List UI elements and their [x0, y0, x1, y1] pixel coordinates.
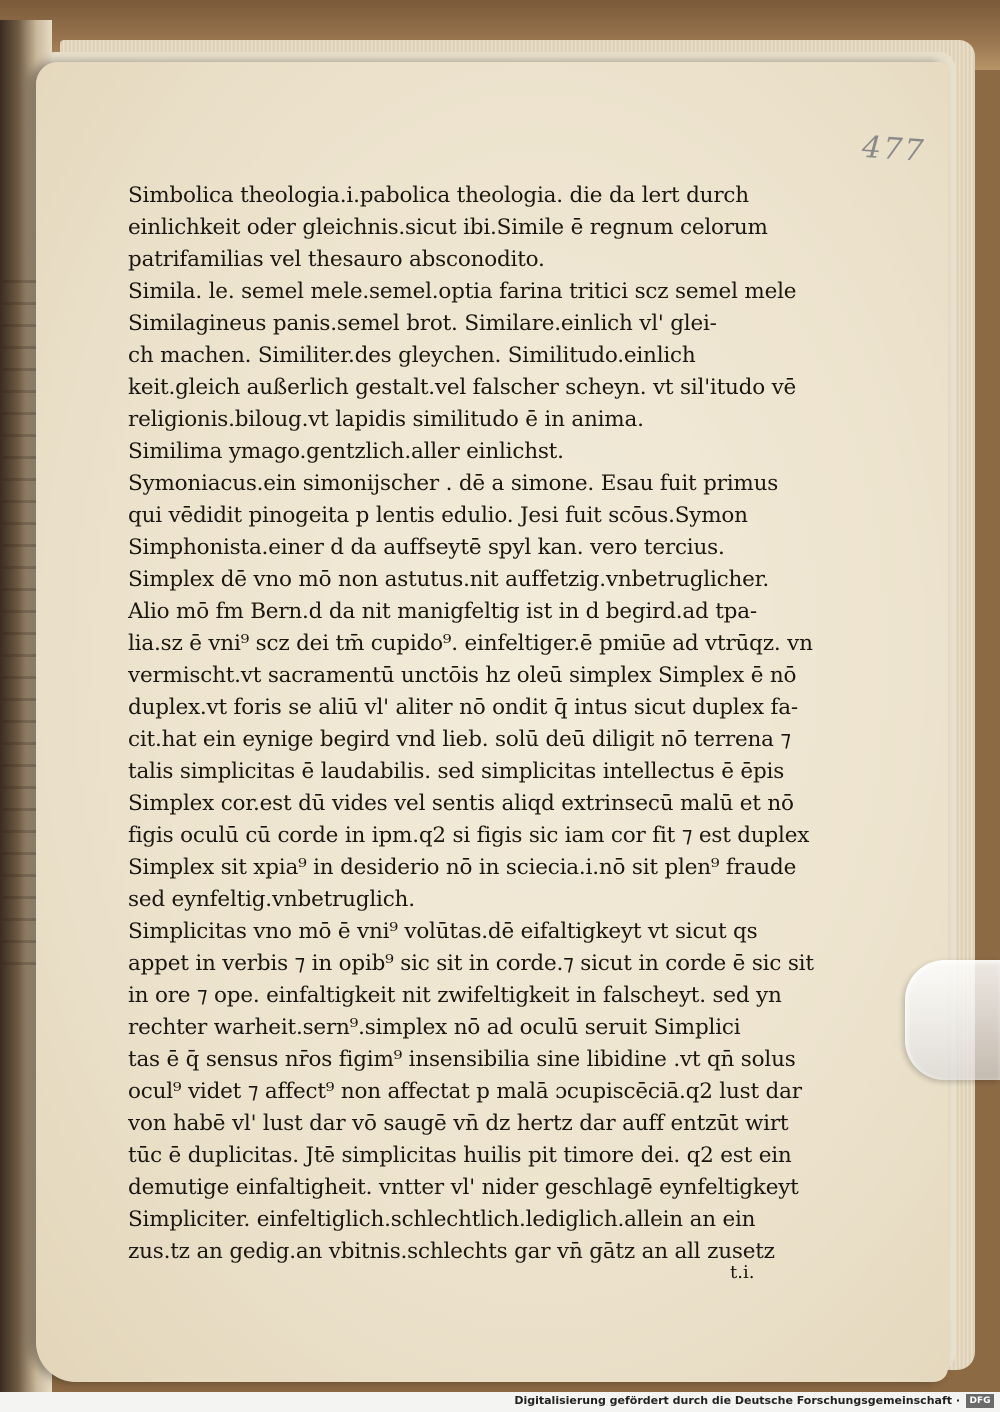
- text-line: Simpliciter. einfeltiglich.schlechtlich.lediglich.allein an ein: [128, 1207, 756, 1232]
- text-line: tas ē q̄ sensus nr̄os figim⁹ insensibilia sine libidine .vt qn̄ solus: [128, 1047, 796, 1072]
- text-line: von habē vl' lust dar vō saugē vn̄ dz hertz dar auff entzūt wirt: [128, 1111, 789, 1136]
- text-line: tūc ē duplicitas. Jtē simplicitas huilis pit timore dei. q2 est ein: [128, 1143, 792, 1168]
- text-line: ocul⁹ videt ⁊ affect⁹ non affectat p malā ɔcupiscēciā.q2 lust dar: [128, 1079, 802, 1104]
- dfg-logo: DFG: [966, 1394, 994, 1408]
- text-line: lia.sz ē vni⁹ scz dei tm̄ cupido⁹. einfeltiger.ē pmiūe ad vtrūqz. vn: [128, 631, 813, 656]
- text-line: sed eynfeltig.vnbetruglich.: [128, 887, 415, 912]
- text-line: Simplex sit xpia⁹ in desiderio nō in sciecia.i.nō sit plen⁹ fraude: [128, 855, 797, 880]
- text-line: Similagineus panis.semel brot. Similare.einlich vl' glei-: [128, 311, 717, 336]
- text-line: religionis.biloug.vt lapidis similitudo ē in anima.: [128, 407, 644, 432]
- text-line: Symoniacus.ein simonijscher . dē a simone. Esau fuit primus: [128, 471, 779, 496]
- text-line: appet in verbis ⁊ in opib⁹ sic sit in corde.⁊ sicut in corde ē sic sit: [128, 951, 814, 976]
- text-line: Simplex dē vno mō non astutus.nit auffetzig.vnbetruglicher.: [128, 567, 770, 592]
- text-line: figis oculū cū corde in ipm.q2 si figis sic iam cor fit ⁊ est duplex: [128, 823, 810, 848]
- text-line: duplex.vt foris se aliū vl' aliter nō ondit q̄ intus sicut duplex fa-: [128, 695, 798, 720]
- footer-bar: [0, 1392, 1000, 1412]
- funding-credit: Digitalisierung gefördert durch die Deutsche Forschungsgemeinschaft ·: [514, 1394, 960, 1407]
- text-line: patrifamilias vel thesauro absconodito.: [128, 247, 545, 272]
- text-line: rechter warheit.sern⁹.simplex nō ad oculū seruit Simplici: [128, 1015, 741, 1040]
- text-line: Simila. le. semel mele.semel.optia farina tritici scz semel mele: [128, 279, 797, 304]
- page-text-block: [128, 180, 833, 1268]
- text-line: keit.gleich außerlich gestalt.vel falscher scheyn. vt sil'itudo vē: [128, 375, 797, 400]
- text-line: cit.hat ein eynige begird vnd lieb. solū deū diligit nō terrena ⁊: [128, 727, 791, 752]
- text-line: talis simplicitas ē laudabilis. sed simplicitas intellectus ē ēpis: [128, 759, 785, 784]
- text-line: ch machen. Similiter.des gleychen. Similitudo.einlich: [128, 343, 696, 368]
- text-line: in ore ⁊ ope. einfaltigkeit nit zwifeltigkeit in falscheyt. sed yn: [128, 983, 782, 1008]
- text-line: demutige einfaltigheit. vntter vl' nider geschlagē eynfeltigkeyt: [128, 1175, 799, 1200]
- signature-mark: t.i.: [730, 1262, 755, 1283]
- page-clip: [905, 960, 1000, 1080]
- text-line: vermischt.vt sacramentū unctōis hz oleū simplex Simplex ē nō: [128, 663, 797, 688]
- text-line: Simplex cor.est dū vides vel sentis aliqd extrinsecū malū et nō: [128, 791, 794, 816]
- text-line: Simplicitas vno mō ē vni⁹ volūtas.dē eifaltigkeyt vt sicut qs: [128, 919, 758, 944]
- text-line: Simphonista.einer d da auffseytē spyl kan. vero tercius.: [128, 535, 725, 560]
- folio-number: 477: [860, 129, 927, 170]
- text-line: Simbolica theologia.i.pabolica theologia. die da lert durch: [128, 183, 749, 208]
- text-line: Similima ymago.gentzlich.aller einlichst.: [128, 439, 564, 464]
- text-line: zus.tz an gedig.an vbitnis.schlechts gar vn̄ gātz an all zusetz: [128, 1239, 775, 1264]
- text-line: einlichkeit oder gleichnis.sicut ibi.Simile ē regnum celorum: [128, 215, 768, 240]
- text-line: Alio mō fm Bern.d da nit manigfeltig ist in d begird.ad tpa-: [128, 599, 757, 624]
- text-line: qui vēdidit pinogeita p lentis edulio. Jesi fuit scōus.Symon: [128, 503, 748, 528]
